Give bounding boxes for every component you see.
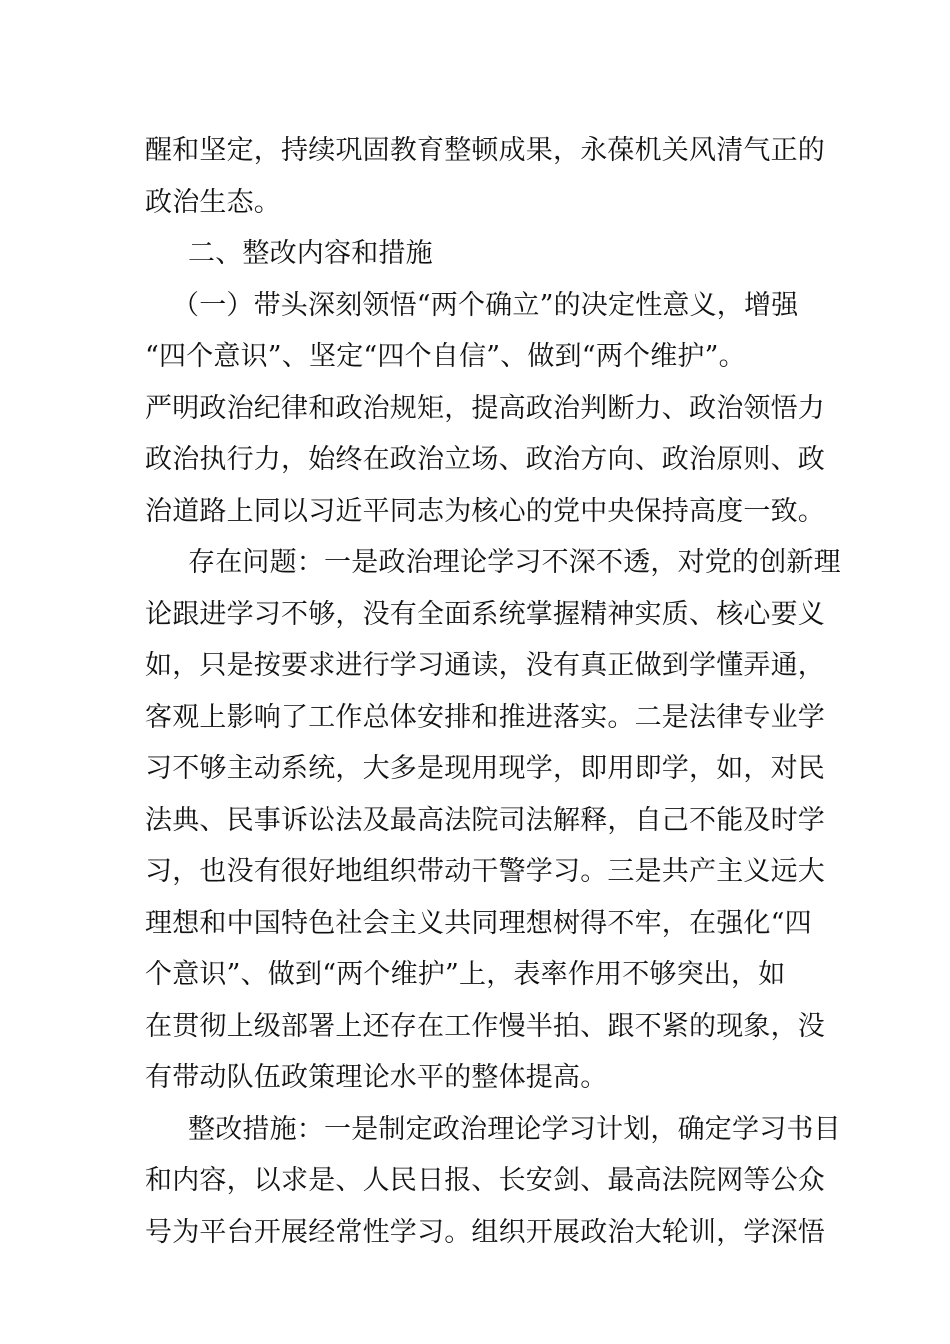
text-line: 有带动队伍政策理论水平的整体提高。: [145, 1062, 608, 1093]
text-line: 习不够主动系统，大多是现用现学，即用即学，如，对民: [145, 753, 825, 784]
text-line: “四个意识”、坚定“四个自信”、做到“两个维护”。: [145, 341, 746, 372]
text-line: 在贯彻上级部署上还存在工作慢半拍、跟不紧的现象，没: [145, 1011, 825, 1042]
text-line: 客观上影响了工作总体安排和推进落实。二是法律专业学: [145, 702, 825, 733]
paragraph-start-line: 存在问题：一是政治理论学习不深不透，对党的创新理: [188, 547, 841, 578]
text-line: 习，也没有很好地组织带动干警学习。三是共产主义远大: [145, 856, 825, 887]
paragraph-start-line: 整改措施：一是制定政治理论学习计划，确定学习书目: [188, 1114, 841, 1145]
text-line: 个意识”、做到“两个维护”上，表率作用不够突出，如: [145, 959, 786, 990]
text-line: 治道路上同以习近平同志为核心的党中央保持高度一致。: [145, 496, 825, 527]
text-line: 醒和坚定，持续巩固教育整顿成果，永葆机关风清气正的: [145, 135, 825, 166]
text-line: 号为平台开展经常性学习。组织开展政治大轮训，学深悟: [145, 1217, 825, 1248]
text-line: 理想和中国特色社会主义共同理想树得不牢，在强化“四: [145, 908, 812, 939]
section-heading: 二、整改内容和措施: [188, 238, 433, 269]
text-line: 政治生态。: [145, 187, 281, 218]
text-line: 政治执行力，始终在政治立场、政治方向、政治原则、政: [145, 444, 825, 475]
text-line: 法典、民事诉讼法及最高法院司法解释，自己不能及时学: [145, 805, 825, 836]
text-line: 论跟进学习不够，没有全面系统掌握精神实质、核心要义: [145, 599, 825, 630]
text-line: 严明政治纪律和政治规矩，提高政治判断力、政治领悟力: [145, 393, 825, 424]
text-line: 和内容，以求是、人民日报、长安剑、最高法院网等公众: [145, 1165, 825, 1196]
subsection-heading: （一）带头深刻领悟“两个确立”的决定性意义，增强: [172, 290, 799, 321]
text-line: 如，只是按要求进行学习通读，没有真正做到学懂弄通，: [145, 650, 825, 681]
